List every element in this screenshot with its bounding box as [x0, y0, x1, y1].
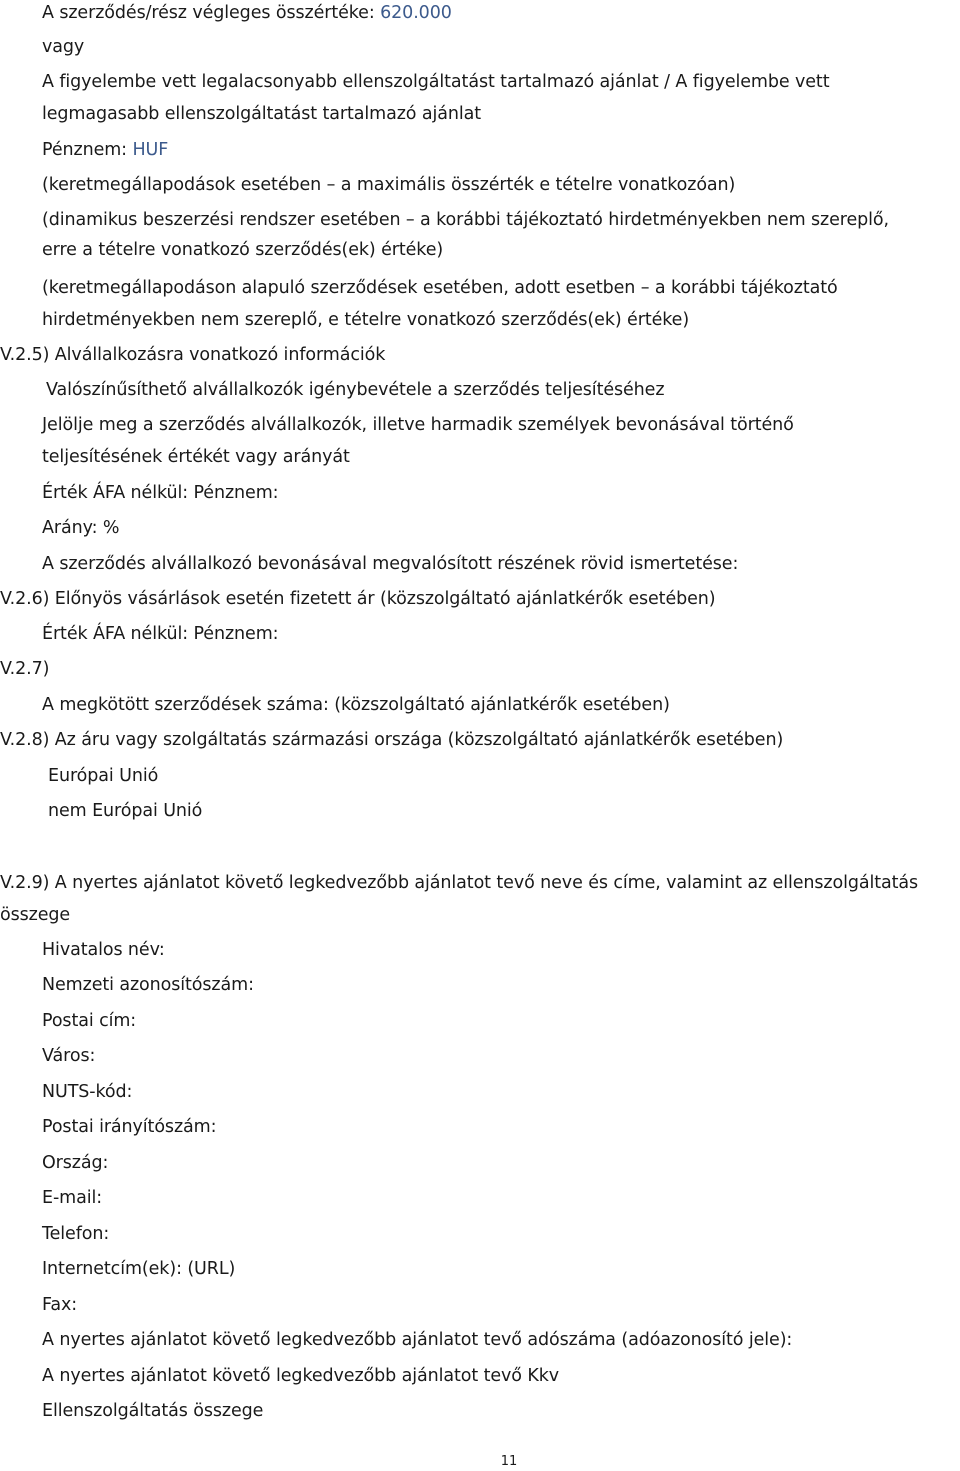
framework-note: (keretmegállapodások esetében – a maximális összérték e tételre vonatkozóan) — [42, 175, 736, 195]
final-value-label: A szerződés/rész végleges összértéke: — [42, 3, 375, 23]
field-city: Város: — [42, 1046, 96, 1066]
field-fax: Fax: — [42, 1295, 78, 1315]
section-v28-heading: V.2.8) Az áru vagy szolgáltatás származási országa (közszolgáltató ajánlatkérők esetében) — [0, 730, 784, 750]
currency-label: Pénznem: — [42, 140, 127, 160]
section-v25-indicate-line-2: teljesítésének értékét vagy arányát — [42, 447, 350, 467]
framework-contracts-line-1: (keretmegállapodáson alapuló szerződések esetében, adott esetben – a korábbi tájékoztató — [42, 278, 838, 298]
field-official-name: Hivatalos név: — [42, 940, 165, 960]
section-v29-heading-line-1: V.2.9) A nyertes ajánlatot követő legkedvezőbb ajánlatot tevő neve és címe, valamint az ellenszolgáltatás — [0, 873, 919, 893]
field-phone: Telefon: — [42, 1224, 110, 1244]
section-v29-heading-line-2: összege — [0, 905, 71, 925]
or-word: vagy — [42, 37, 85, 57]
currency-value: HUF — [132, 140, 169, 160]
currency-row — [42, 139, 168, 161]
field-postal-address: Postai cím: — [42, 1011, 137, 1031]
section-v25-description: A szerződés alvállalkozó bevonásával megvalósított részének rövid ismertetése: — [42, 554, 739, 574]
field-consideration-amount: Ellenszolgáltatás összege — [42, 1401, 264, 1421]
field-sme: A nyertes ajánlatot követő legkedvezőbb ajánlatot tevő Kkv — [42, 1366, 560, 1386]
field-nuts-code: NUTS-kód: — [42, 1082, 133, 1102]
section-v28-non-eu: nem Európai Unió — [48, 801, 203, 821]
dps-note-line-1: (dinamikus beszerzési rendszer esetében – a korábbi tájékoztató hirdetményekben nem szereplő, — [42, 210, 889, 230]
framework-contracts-line-2: hirdetményekben nem szereplő, e tételre vonatkozó szerződés(ek) értéke) — [42, 310, 690, 330]
field-tax-number: A nyertes ajánlatot követő legkedvezőbb ajánlatot tevő adószáma (adóazonosító jele): — [42, 1330, 793, 1350]
section-v28-eu: Európai Unió — [48, 766, 159, 786]
page-number: 11 — [500, 1454, 518, 1469]
range-line-1: A figyelembe vett legalacsonyabb ellenszolgáltatást tartalmazó ajánlat / A figyelembe vett — [42, 72, 830, 92]
section-v25-indicate-line-1: Jelölje meg a szerződés alvállalkozók, illetve harmadik személyek bevonásával történő — [42, 415, 794, 435]
field-url: Internetcím(ek): (URL) — [42, 1259, 236, 1279]
section-v25-heading: V.2.5) Alvállalkozásra vonatkozó információk — [0, 345, 386, 365]
range-line-2: legmagasabb ellenszolgáltatást tartalmazó ajánlat — [42, 104, 481, 124]
section-v26-heading: V.2.6) Előnyös vásárlások esetén fizetett ár (közszolgáltató ajánlatkérők esetében) — [0, 589, 716, 609]
final-value: 620.000 — [380, 3, 452, 23]
final-value-row — [42, 2, 452, 24]
section-v26-value: Érték ÁFA nélkül: Pénznem: — [42, 624, 279, 644]
section-v25-value: Érték ÁFA nélkül: Pénznem: — [42, 483, 279, 503]
section-v25-ratio: Arány: % — [42, 518, 120, 538]
field-email: E-mail: — [42, 1188, 103, 1208]
field-postal-code: Postai irányítószám: — [42, 1117, 217, 1137]
field-national-id: Nemzeti azonosítószám: — [42, 975, 254, 995]
section-v27-contracts: A megkötött szerződések száma: (közszolgáltató ajánlatkérők esetében) — [42, 695, 670, 715]
field-country: Ország: — [42, 1153, 109, 1173]
section-v27-heading: V.2.7) — [0, 659, 50, 679]
dps-note-line-2: erre a tételre vonatkozó szerződés(ek) értéke) — [42, 240, 444, 260]
section-v25-probable: Valószínűsíthető alvállalkozók igénybevétele a szerződés teljesítéséhez — [46, 380, 665, 400]
